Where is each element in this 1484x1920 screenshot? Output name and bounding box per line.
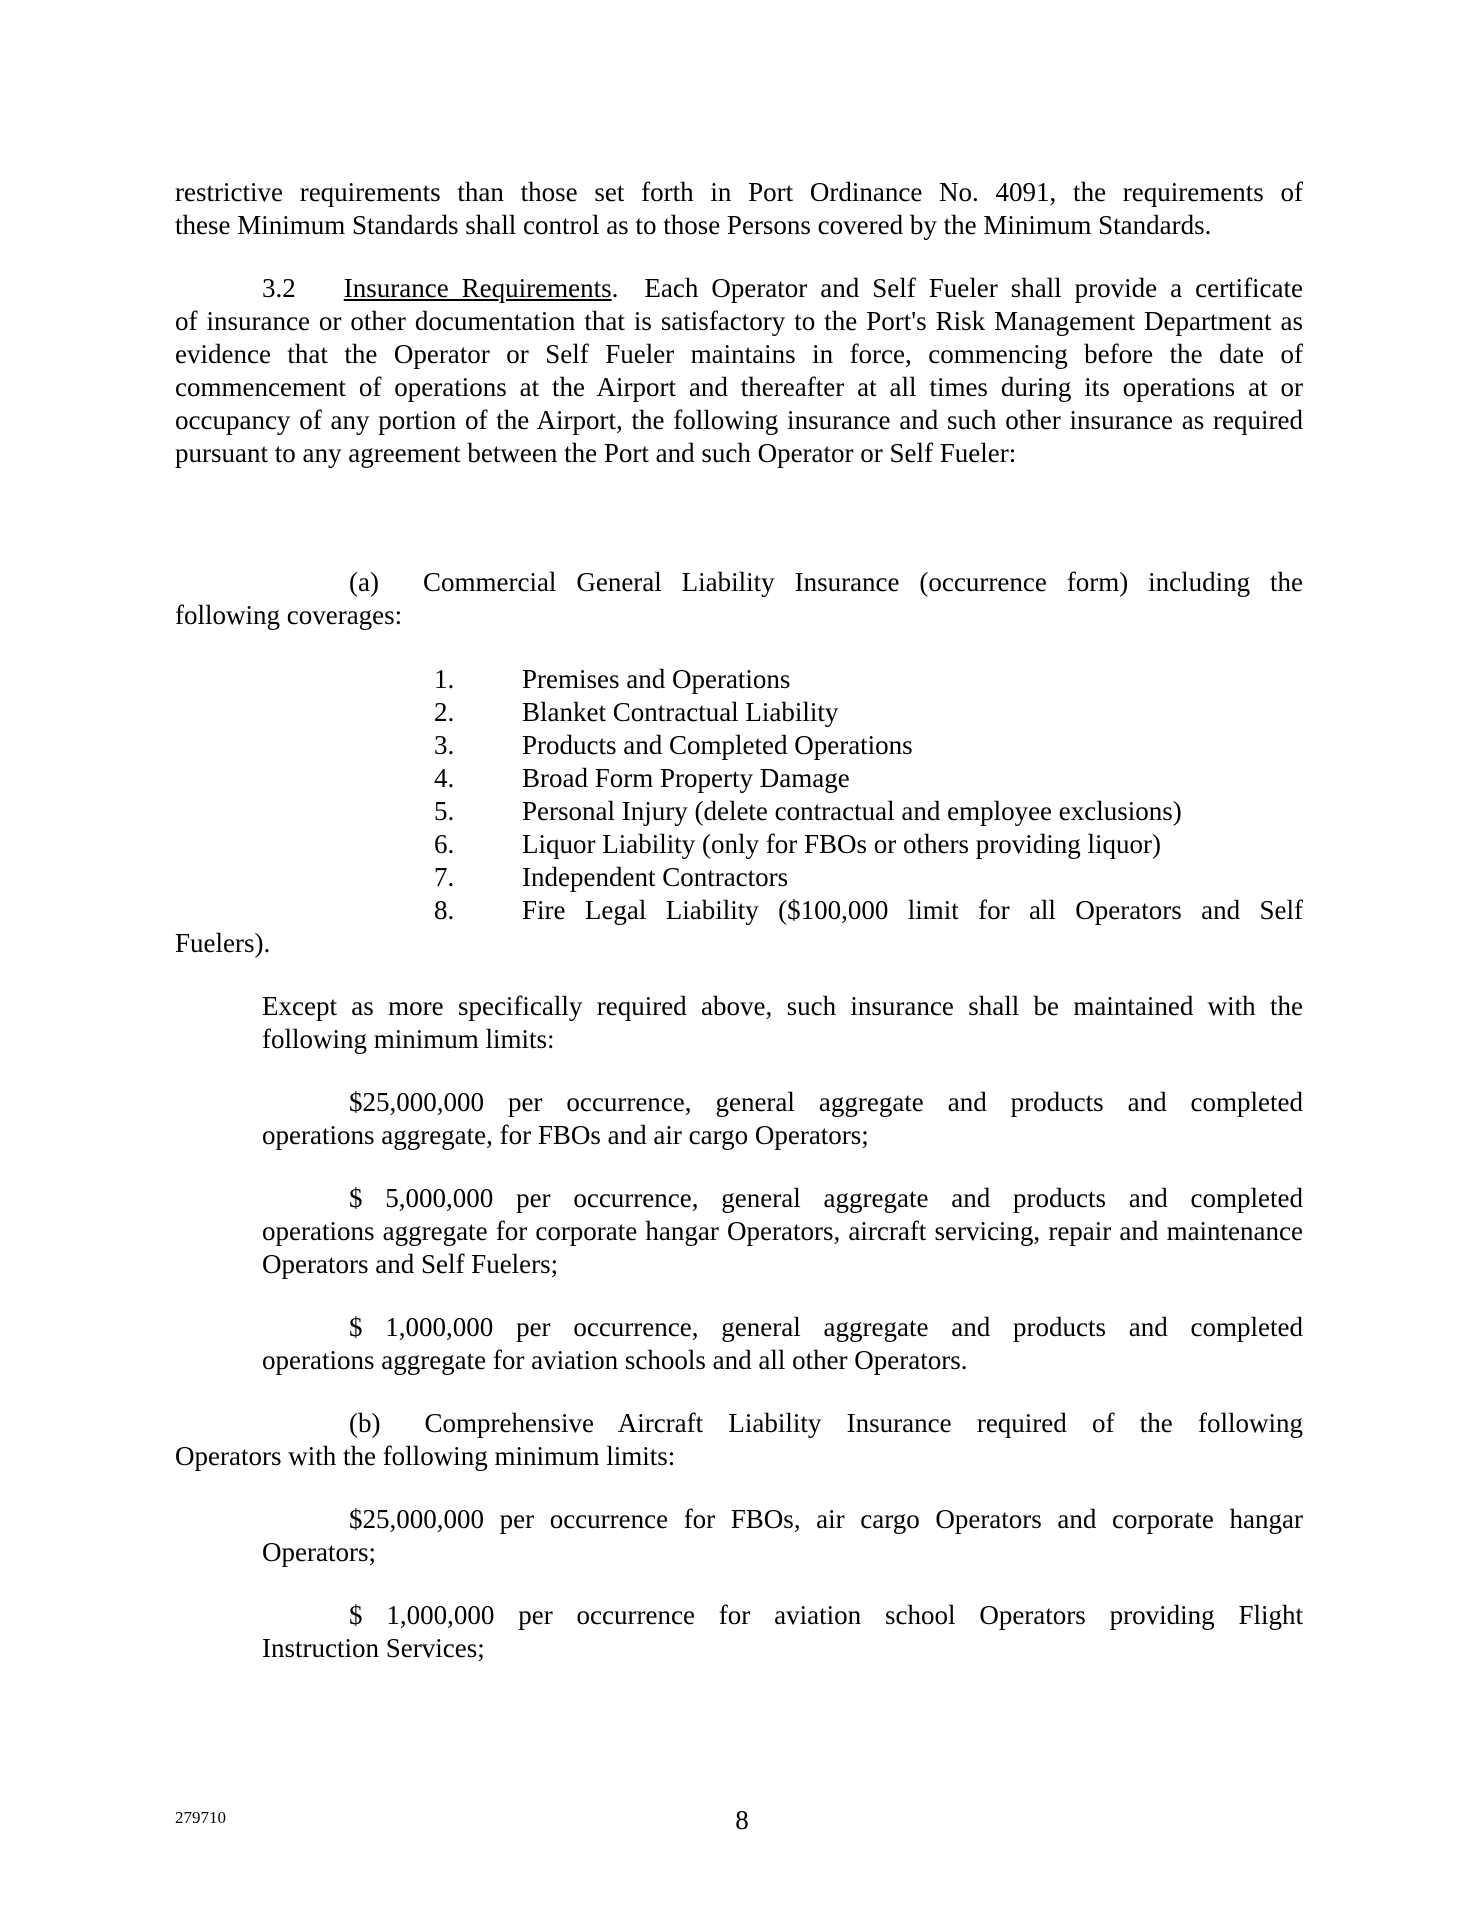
coverage-item (434, 729, 1303, 762)
intro-paragraph (175, 176, 1303, 242)
coverage-number: 8. (434, 895, 455, 925)
coverage-number: 7. (434, 862, 455, 892)
coverage-number: 5. (434, 796, 455, 826)
intro-line-2: these Minimum Standards shall control as to those Persons covered by the Minimum Standards. (175, 210, 1212, 240)
section-3-2 (175, 272, 1303, 470)
section-body: of insurance or other documentation that is satisfactory to the Port's Risk Management Department as evidence that the Operator or Self Fueler maintains in force, commencing before the date of commencement of operations at the Airport and thereafter at all times during its operations at or occupancy of any portion of the Airport, the following insurance and such other insurance as required pursuant to any agreement between the Port and such Operator or Self Fueler: (175, 306, 1303, 468)
item-a-label: (a) (349, 567, 379, 597)
limit-rest: operations aggregate for corporate hangar Operators, aircraft servicing, repair and maintenance Operators and Self Fuelers; (262, 1216, 1303, 1279)
coverage-text: Blanket Contractual Liability (522, 697, 839, 727)
coverage-text: Premises and Operations (522, 664, 791, 694)
coverage-number: 4. (434, 763, 455, 793)
coverage-item (434, 696, 1303, 729)
item-b-line-2: Operators with the following minimum limits: (175, 1441, 676, 1471)
item-b-label: (b) (349, 1408, 381, 1438)
limit-paragraph (262, 1311, 1303, 1377)
coverage-item (434, 828, 1303, 861)
limit-rest: operations aggregate, for FBOs and air cargo Operators; (262, 1120, 869, 1150)
item-a-text: Commercial General Liability Insurance (occurrence form) including the (422, 567, 1303, 597)
section-heading-punct: . (611, 273, 619, 303)
limit-rest: operations aggregate for aviation schools and all other Operators. (262, 1345, 968, 1375)
coverage-number: 3. (434, 730, 455, 760)
aircraft-limit-first-line: $25,000,000 per occurrence for FBOs, air cargo Operators and corporate hangar (349, 1504, 1303, 1534)
section-number: 3.2 (262, 273, 296, 303)
item-b-text: Comprehensive Aircraft Liability Insurance required of the following (424, 1408, 1303, 1438)
item-a-line-2: following coverages: (175, 600, 403, 630)
section-lead: Each Operator and Self Fueler shall provide a certificate (644, 273, 1304, 303)
item-b-line-1 (175, 1407, 1303, 1440)
item-b (175, 1407, 1303, 1473)
intro-line-1: restrictive requirements than those set forth in Port Ordinance No. 4091, the requirements of (175, 177, 1303, 207)
coverage-item (434, 861, 1303, 894)
limit-first-line: $ 5,000,000 per occurrence, general aggregate and products and completed (349, 1183, 1303, 1213)
limit-paragraph (262, 1086, 1303, 1152)
aircraft-limit-rest: Instruction Services; (262, 1633, 485, 1663)
limit-first-line: $ 1,000,000 per occurrence, general aggregate and products and completed (349, 1312, 1303, 1342)
coverage-text: Personal Injury (delete contractual and employee exclusions) (522, 796, 1182, 826)
item-a (175, 566, 1303, 632)
coverage-item (434, 663, 1303, 696)
coverage-number: 1. (434, 664, 455, 694)
coverage-number: 2. (434, 697, 455, 727)
section-heading: Insurance Requirements (343, 273, 612, 303)
coverage-tail: Fuelers). (175, 928, 271, 958)
coverage-item (434, 894, 1303, 927)
aircraft-limit-paragraph (262, 1599, 1303, 1665)
coverage-text: Broad Form Property Damage (522, 763, 850, 793)
section-first-line (175, 272, 1303, 305)
coverage-text: Fire Legal Liability ($100,000 limit for all Operators and Self (522, 895, 1303, 925)
limits-intro: Except as more specifically required above, such insurance shall be maintained with the following minimum limits: (262, 991, 1303, 1054)
limit-paragraph (262, 1182, 1303, 1281)
coverage-number: 6. (434, 829, 455, 859)
coverage-text: Independent Contractors (522, 862, 789, 892)
coverage-item (434, 762, 1303, 795)
coverage-text: Liquor Liability (only for FBOs or others providing liquor) (522, 829, 1161, 859)
page-number: 8 (735, 1805, 749, 1835)
aircraft-limit-first-line: $ 1,000,000 per occurrence for aviation school Operators providing Flight (349, 1600, 1303, 1630)
aircraft-limit-paragraph (262, 1503, 1303, 1569)
item-a-line-1 (175, 566, 1303, 599)
coverage-text: Products and Completed Operations (522, 730, 913, 760)
document-code: 279710 (175, 1808, 226, 1827)
coverage-item (434, 795, 1303, 828)
aircraft-limit-rest: Operators; (262, 1537, 376, 1567)
limit-first-line: $25,000,000 per occurrence, general aggregate and products and completed (349, 1087, 1303, 1117)
